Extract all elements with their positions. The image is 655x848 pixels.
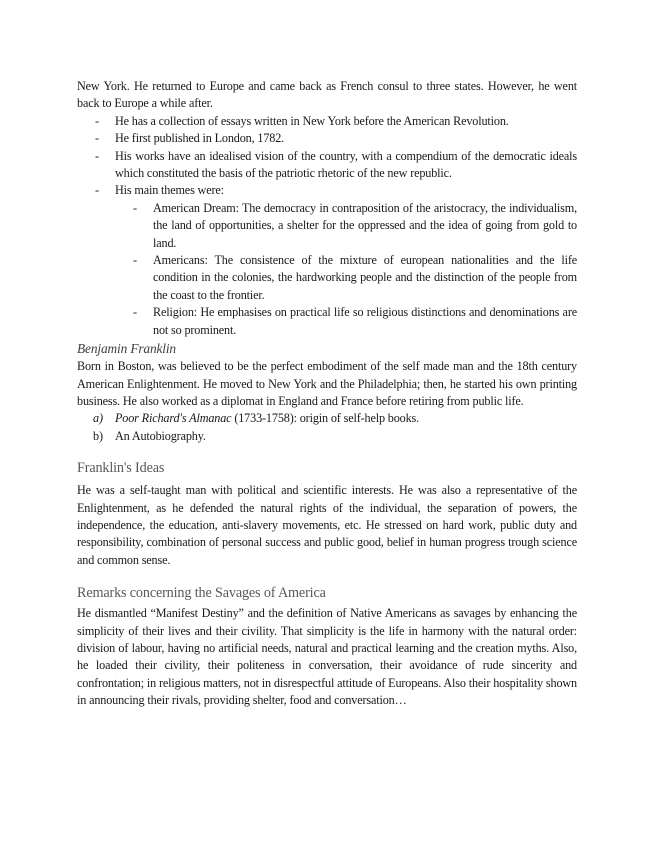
- bullet-text: He first published in London, 1782.: [115, 131, 285, 146]
- bullet-marker: -: [95, 131, 99, 146]
- remarks-paragraph: He dismantled “Manifest Destiny” and the definition of Native Americans as savages by enhancing the simplicity of their lives and their civility. That simplicity is the life in harmony with the natural order: division of labour, having no artificial needs, natural and practical learning and the creation myths. Also, he loaded their civility, their politeness in conversation, their avoidance of rude sincerity and confrontation; in religious matters, not in disrespectful attitude of Europeans. Also their hospitality shown in announcing their rivals, providing shelter, food and conversation…: [77, 606, 577, 708]
- theme-text: Religion: He emphasises on practical life so religious distinctions and denominations are not so prominent.: [153, 305, 577, 337]
- bullet-text: He has a collection of essays written in New York before the American Revolution.: [115, 113, 509, 128]
- ideas-heading: Franklin's Ideas: [77, 460, 165, 477]
- intro-paragraph: New York. He returned to Europe and came back as French consul to three states. However, he went back to Europe a while after.: [77, 79, 577, 111]
- ideas-paragraph: He was a self-taught man with political and scientific interests. He was also a representative of the Enlightenment, as he defended the natural rights of the individual, the separation of powers, the independence, the education, anti-slavery movements, etc. He stressed on hard work, public duty and responsibility, combination of personal success and public good, belief in human progress trough science and common sense.: [77, 483, 577, 567]
- bullet-marker: -: [133, 200, 137, 215]
- list-item: [115, 252, 577, 304]
- list-item: [77, 182, 577, 339]
- work-title: Poor Richard's Almanac: [115, 411, 232, 426]
- bullet-text: His main themes were:: [115, 183, 224, 198]
- list-marker: a): [93, 411, 103, 426]
- themes-list: [115, 200, 577, 339]
- theme-text: Americans: The consistence of the mixture of european nationalities and the life condition in the colonies, the hardworking people and the distinction of the people from the coast to the frontier.: [153, 253, 577, 302]
- list-item: [77, 410, 577, 427]
- main-bullet-list: [77, 113, 577, 339]
- list-item: [77, 428, 577, 445]
- franklin-heading: Benjamin Franklin: [77, 341, 176, 357]
- bullet-marker: -: [133, 253, 137, 268]
- work-description: (1733-1758): origin of self-help books.: [231, 411, 420, 426]
- list-item: [77, 130, 577, 147]
- list-item: [115, 304, 577, 339]
- bullet-marker: -: [133, 305, 137, 320]
- theme-text: American Dream: The democracy in contraposition of the aristocracy, the individualism, the land of opportunities, a shelter for the oppressed and the idea of going from gold to land.: [153, 200, 577, 250]
- list-item: [115, 200, 577, 252]
- list-marker: b): [93, 428, 103, 443]
- work-description: An Autobiography.: [115, 428, 206, 443]
- works-list: [77, 410, 577, 445]
- bullet-marker: -: [95, 183, 99, 198]
- remarks-heading: Remarks concerning the Savages of America: [77, 585, 326, 602]
- bullet-text: His works have an idealised vision of the country, with a compendium of the democratic ideals which constituted the basis of the patriotic rhetoric of the new republic.: [115, 148, 577, 181]
- list-item: [77, 148, 577, 183]
- bullet-marker: -: [95, 148, 99, 163]
- document-page: [77, 78, 577, 710]
- bullet-marker: -: [95, 113, 99, 128]
- list-item: [77, 113, 577, 130]
- franklin-bio-paragraph: Born in Boston, was believed to be the perfect embodiment of the self made man and the 18th century American Enlightenment. He moved to New York and the Philadelphia; then, he started his own printing business. He also worked as a diplomat in England and France before retiring from public life.: [77, 359, 577, 408]
